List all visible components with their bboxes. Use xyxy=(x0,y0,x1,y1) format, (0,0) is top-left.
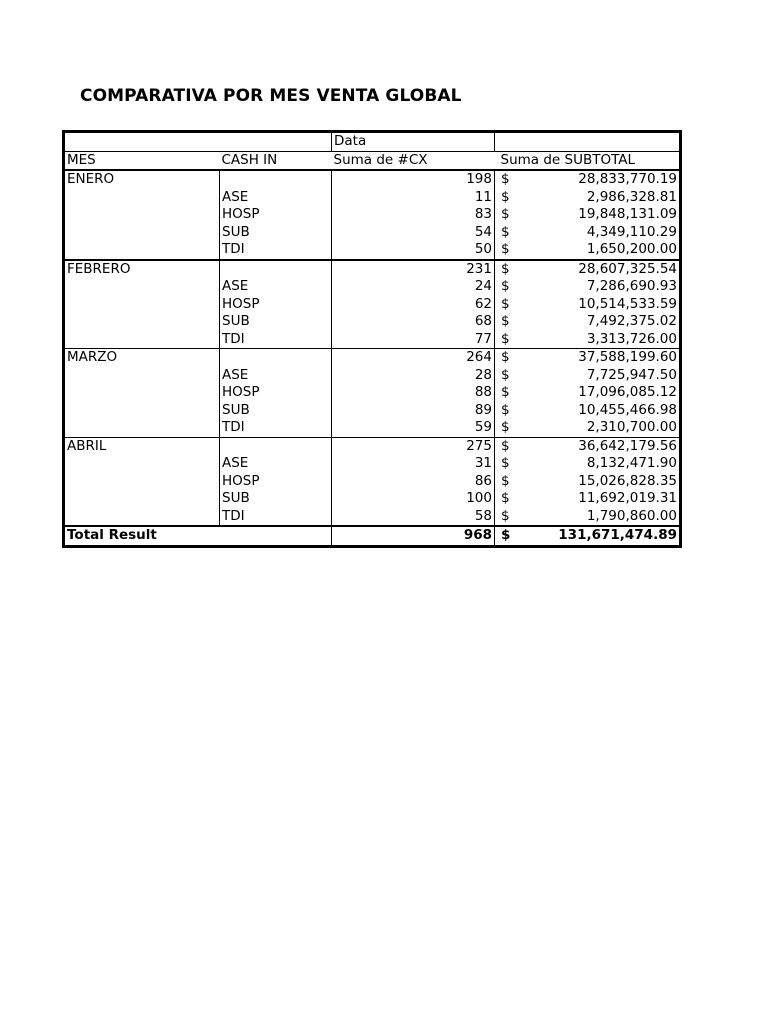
header-subtotal: Suma de SUBTOTAL xyxy=(495,151,681,170)
cash-in-cell: TDI xyxy=(220,331,332,349)
currency-symbol: $ xyxy=(495,331,517,349)
subtotal-value: 7,492,375.02 xyxy=(586,313,677,330)
subtotal-value: 36,642,179.56 xyxy=(578,437,677,454)
currency-symbol: $ xyxy=(501,349,510,366)
subtotal-value: 8,132,471.90 xyxy=(586,455,677,472)
month-name: MARZO xyxy=(64,349,220,438)
cash-in-cell: SUB xyxy=(220,224,332,242)
subtotal-value: 11,692,019.31 xyxy=(578,490,677,507)
currency-symbol: $ xyxy=(501,188,510,205)
currency-symbol: $ xyxy=(495,419,517,437)
currency-symbol: $ xyxy=(501,366,510,383)
currency-symbol: $ xyxy=(501,313,510,330)
cx-value: 89 xyxy=(332,402,495,420)
cx-value: 88 xyxy=(332,384,495,402)
currency-symbol: $ xyxy=(501,437,510,454)
cash-in-cell: ASE xyxy=(220,278,332,296)
currency-symbol: $ xyxy=(501,278,510,295)
cash-in-cell: SUB xyxy=(220,313,332,331)
cash-in-cell: ASE xyxy=(220,367,332,385)
cash-in-cell xyxy=(220,170,332,189)
subtotal-value: 28,833,770.19 xyxy=(578,171,677,188)
cash-in-cell: HOSP xyxy=(220,384,332,402)
cx-value: 28 xyxy=(332,367,495,385)
pivot-table-body xyxy=(64,132,681,547)
total-label: Total Result xyxy=(64,526,332,546)
month-name: ABRIL xyxy=(64,437,220,526)
currency-symbol: $ xyxy=(501,490,510,507)
subtotal-value: 7,725,947.50 xyxy=(586,366,677,383)
currency-symbol: $ xyxy=(501,384,510,401)
currency-symbol: $ xyxy=(501,472,510,489)
cx-value: 77 xyxy=(332,331,495,349)
cash-in-cell: TDI xyxy=(220,241,332,260)
data-header-row xyxy=(64,132,681,152)
cash-in-cell xyxy=(220,260,332,279)
currency-symbol: $ xyxy=(495,526,517,546)
currency-symbol: $ xyxy=(501,455,510,472)
pivot-table xyxy=(62,130,682,548)
cash-in-cell: SUB xyxy=(220,490,332,508)
month-summary-row xyxy=(64,349,681,367)
cash-in-cell: HOSP xyxy=(220,296,332,314)
cash-in-cell: HOSP xyxy=(220,473,332,491)
cx-value: 83 xyxy=(332,206,495,224)
cx-value: 231 xyxy=(332,260,495,279)
cx-value: 86 xyxy=(332,473,495,491)
currency-symbol: $ xyxy=(501,260,510,277)
cx-value: 264 xyxy=(332,349,495,367)
empty-header-cell xyxy=(495,132,681,152)
data-field-label: Data xyxy=(332,132,495,152)
report-title: COMPARATIVA POR MES VENTA GLOBAL xyxy=(80,86,462,106)
cx-value: 59 xyxy=(332,419,495,437)
header-cash-in: CASH IN xyxy=(220,151,332,170)
cash-in-cell: SUB xyxy=(220,402,332,420)
total-subtotal: 131,671,474.89 xyxy=(517,526,681,546)
cx-value: 68 xyxy=(332,313,495,331)
subtotal-value: 37,588,199.60 xyxy=(578,349,677,366)
subtotal-value: 10,514,533.59 xyxy=(578,295,677,312)
subtotal-value: 2,986,328.81 xyxy=(586,188,677,205)
subtotal-value: 1,650,200.00 xyxy=(517,241,681,260)
subtotal-value: 3,313,726.00 xyxy=(517,331,681,349)
cx-value: 24 xyxy=(332,278,495,296)
empty-corner-cell xyxy=(64,132,332,152)
cash-in-cell: ASE xyxy=(220,455,332,473)
subtotal-value: 28,607,325.54 xyxy=(578,260,677,277)
cx-value: 100 xyxy=(332,490,495,508)
cx-value: 54 xyxy=(332,224,495,242)
cash-in-cell xyxy=(220,349,332,367)
column-header-row xyxy=(64,151,681,170)
cash-in-cell: ASE xyxy=(220,189,332,207)
currency-symbol: $ xyxy=(501,206,510,223)
subtotal-value: 10,455,466.98 xyxy=(578,401,677,418)
cx-value: 31 xyxy=(332,455,495,473)
subtotal-value: 1,790,860.00 xyxy=(517,508,681,527)
cx-value: 62 xyxy=(332,296,495,314)
total-row xyxy=(64,526,681,546)
cx-value: 50 xyxy=(332,241,495,260)
cash-in-cell: TDI xyxy=(220,508,332,527)
month-summary-row xyxy=(64,260,681,279)
currency-symbol: $ xyxy=(495,508,517,527)
subtotal-value: 15,026,828.35 xyxy=(578,472,677,489)
month-name: ENERO xyxy=(64,170,220,260)
total-cx: 968 xyxy=(332,526,495,546)
header-cx: Suma de #CX xyxy=(332,151,495,170)
cash-in-cell: TDI xyxy=(220,419,332,437)
cash-in-cell xyxy=(220,437,332,455)
cx-value: 275 xyxy=(332,437,495,455)
month-name: FEBRERO xyxy=(64,260,220,349)
subtotal-value: 19,848,131.09 xyxy=(578,206,677,223)
cash-in-cell: HOSP xyxy=(220,206,332,224)
header-mes: MES xyxy=(64,151,220,170)
currency-symbol: $ xyxy=(495,241,517,260)
currency-symbol: $ xyxy=(501,295,510,312)
subtotal-value: 7,286,690.93 xyxy=(586,278,677,295)
subtotal-value: 4,349,110.29 xyxy=(586,223,677,240)
month-summary-row xyxy=(64,437,681,455)
month-summary-row xyxy=(64,170,681,189)
subtotal-value: 17,096,085.12 xyxy=(578,384,677,401)
cx-value: 58 xyxy=(332,508,495,527)
currency-symbol: $ xyxy=(501,223,510,240)
cx-value: 11 xyxy=(332,189,495,207)
subtotal-value: 2,310,700.00 xyxy=(517,419,681,437)
cx-value: 198 xyxy=(332,170,495,189)
currency-symbol: $ xyxy=(501,401,510,418)
currency-symbol: $ xyxy=(501,171,510,188)
